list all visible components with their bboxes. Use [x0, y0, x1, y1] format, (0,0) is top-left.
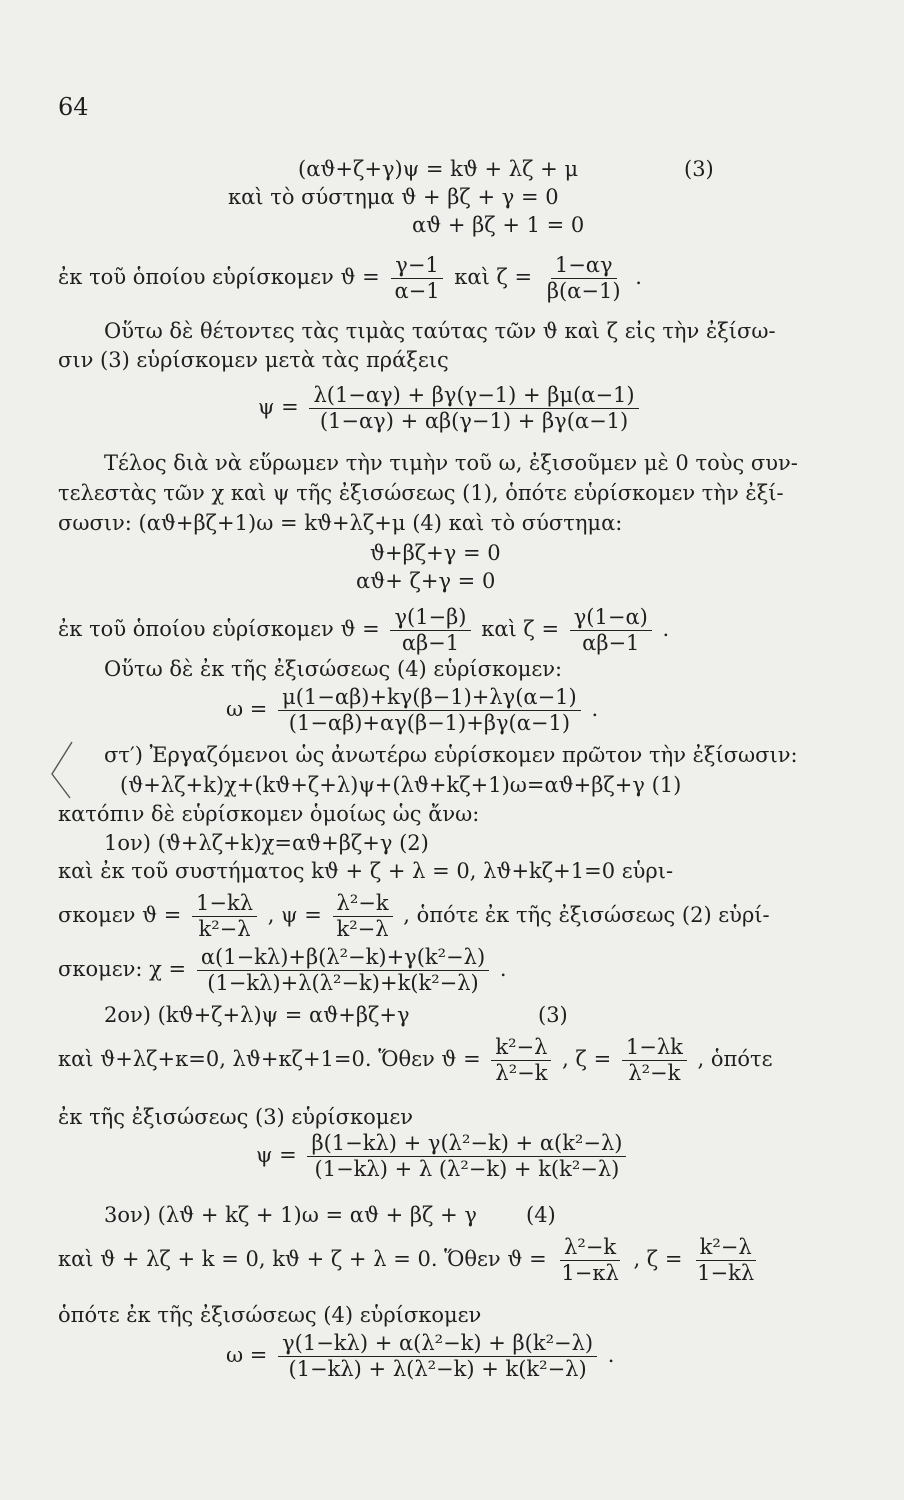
fraction [309, 384, 638, 433]
fraction [557, 1236, 622, 1285]
text-fragment: . [607, 1343, 615, 1367]
pencil-mark-icon [48, 740, 78, 800]
equation-tag: (3) [538, 1003, 568, 1027]
denominator: λ²−k [628, 1061, 681, 1085]
numerator: λ(1−αγ) + βγ(γ−1) + βμ(α−1) [309, 384, 638, 409]
paragraph-line: ὁπότε ἐκ τῆς ἐξισώσεως (4) εὑρίσκομεν [58, 1303, 482, 1327]
equation-line: αϑ+ ζ+γ = 0 [356, 569, 496, 593]
denominator: 1−κλ [561, 1261, 619, 1285]
paragraph-line: ἐκ τῆς ἐξισώσεως (3) εὑρίσκομεν [58, 1105, 414, 1129]
text-fragment: , ὁπότε [697, 1047, 773, 1071]
formula-line [58, 254, 642, 303]
numerator: μ(1−αβ)+kγ(β−1)+λγ(α−1) [278, 686, 581, 711]
fraction [197, 946, 489, 995]
numerator: γ(1−α) [570, 606, 652, 631]
fraction [192, 892, 257, 941]
formula-line [58, 606, 669, 655]
formula-line [58, 946, 507, 995]
paragraph-line: σωσιν: (αϑ+βζ+1)ω = kϑ+λζ+μ (4) καὶ τὸ σύστημα: [58, 511, 623, 535]
case-line: 2ον) (kϑ+ζ+λ)ψ = αϑ+βζ+γ [104, 1003, 410, 1027]
text-fragment: καὶ ϑ+λζ+κ=0, λϑ+κζ+1=0. Ὅθεν ϑ = [58, 1047, 481, 1071]
numerator: λ²−k [333, 892, 393, 917]
text-fragment: ω = [226, 1343, 268, 1367]
denominator: λ²−k [495, 1061, 548, 1085]
text-fragment: . [591, 697, 599, 721]
formula-line [58, 1236, 762, 1285]
numerator: k²−λ [491, 1036, 551, 1061]
fraction [693, 1236, 758, 1285]
text-fragment: ψ = [256, 1143, 297, 1167]
text-fragment: καὶ ζ = [481, 617, 560, 641]
numerator: γ(1−β) [390, 606, 470, 631]
denominator: αβ−1 [582, 631, 640, 655]
paragraph-line: Οὕτω δὲ ἐκ τῆς ἐξισώσεως (4) εὑρίσκομεν: [104, 657, 563, 681]
equation-tag: (3) [684, 157, 714, 181]
formula-line [58, 892, 770, 941]
denominator: β(α−1) [546, 279, 621, 303]
numerator: α(1−kλ)+β(λ²−k)+γ(k²−λ) [197, 946, 489, 971]
denominator: k²−λ [336, 917, 389, 941]
denominator: α−1 [394, 279, 440, 303]
paragraph-line: τελεστὰς τῶν χ καὶ ψ τῆς ἐξισώσεως (1), ὁπότε εὑρίσκομεν τὴν ἐξί- [58, 481, 784, 505]
numerator: γ−1 [391, 254, 443, 279]
case-line: 1ον) (ϑ+λζ+k)χ=αϑ+βζ+γ (2) [104, 831, 429, 855]
formula-line [256, 1132, 630, 1181]
text-fragment: καὶ ϑ + λζ + k = 0, kϑ + ζ + λ = 0. Ὅθεν ϑ = [58, 1247, 547, 1271]
formula-line [226, 1332, 614, 1381]
text-fragment: . [662, 617, 670, 641]
denominator: (1−kλ)+λ(λ²−k)+k(k²−λ) [207, 971, 479, 995]
text-fragment: , ζ = [562, 1047, 612, 1071]
case-line: 3ον) (λϑ + kζ + 1)ω = αϑ + βζ + γ [104, 1203, 477, 1227]
fraction [543, 254, 625, 303]
fraction [390, 606, 470, 655]
denominator: (1−αγ) + αβ(γ−1) + βγ(α−1) [319, 409, 629, 433]
paragraph-line: καὶ ἐκ τοῦ συστήματος kϑ + ζ + λ = 0, λϑ+kζ+1=0 εὑρι- [58, 859, 674, 883]
text-fragment: σκομεν: χ = [58, 957, 187, 981]
fraction [307, 1132, 626, 1181]
text-fragment: , ὁπότε ἐκ τῆς ἐξισώσεως (2) εὑρί- [403, 903, 770, 927]
denominator: (1−αβ)+αγ(β−1)+βγ(α−1) [288, 711, 571, 735]
numerator: γ(1−kλ) + α(λ²−k) + β(k²−λ) [278, 1332, 597, 1357]
equation-tag: (4) [526, 1203, 556, 1227]
text-fragment: , ζ = [633, 1247, 683, 1271]
equation-line: (αϑ+ζ+γ)ψ = kϑ + λζ + μ [298, 157, 579, 181]
fraction [622, 1036, 687, 1085]
text-fragment: , ψ = [267, 903, 322, 927]
equation-line: αϑ + βζ + 1 = 0 [412, 213, 585, 237]
denominator: 1−kλ [697, 1261, 755, 1285]
denominator: (1−kλ) + λ(λ²−k) + k(k²−λ) [288, 1357, 587, 1381]
page-number: 64 [58, 93, 89, 121]
text-fragment: ἐκ τοῦ ὁποίου εὑρίσκομεν ϑ = [58, 617, 380, 641]
fraction [333, 892, 393, 941]
formula-line [258, 384, 643, 433]
fraction [278, 1332, 597, 1381]
fraction [570, 606, 652, 655]
formula-line [226, 686, 598, 735]
text-fragment: . [635, 265, 642, 289]
numerator: 1−λk [622, 1036, 687, 1061]
paragraph-line: Τέλος διὰ νὰ εὕρωμεν τὴν τιμὴν τοῦ ω, ἐξισοῦμεν μὲ 0 τοὺς συν- [104, 451, 798, 475]
text-fragment: σκομεν ϑ = [58, 903, 182, 927]
equation-line: (ϑ+λζ+k)χ+(kϑ+ζ+λ)ψ+(λϑ+kζ+1)ω=αϑ+βζ+γ (1) [120, 773, 682, 797]
text-fragment: ψ = [258, 395, 299, 419]
denominator: k²−λ [198, 917, 251, 941]
fraction [491, 1036, 551, 1085]
text-line: καὶ τὸ σύστημα ϑ + βζ + γ = 0 [228, 185, 559, 209]
text-fragment: καὶ ζ = [454, 265, 533, 289]
text-fragment: . [499, 957, 507, 981]
text-fragment: ω = [226, 697, 268, 721]
numerator: β(1−kλ) + γ(λ²−k) + α(k²−λ) [307, 1132, 626, 1157]
equation-line: ϑ+βζ+γ = 0 [370, 541, 501, 565]
paragraph-line: σιν (3) εὑρίσκομεν μετὰ τὰς πράξεις [58, 348, 449, 372]
denominator: (1−kλ) + λ (λ²−k) + k(k²−λ) [314, 1157, 620, 1181]
fraction [390, 254, 443, 303]
paragraph-line: κατόπιν δὲ εὑρίσκομεν ὁμοίως ὡς ἄνω: [58, 802, 480, 826]
fraction [278, 686, 581, 735]
paragraph-line: στ′) Ἐργαζόμενοι ὡς ἀνωτέρω εὑρίσκομεν πρῶτον τὴν ἐξίσωσιν: [104, 743, 798, 767]
numerator: k²−λ [696, 1236, 756, 1261]
numerator: 1−αγ [551, 254, 617, 279]
formula-line [58, 1036, 772, 1085]
text-fragment: ἐκ τοῦ ὁποίου εὑρίσκομεν ϑ = [58, 265, 380, 289]
numerator: 1−kλ [192, 892, 257, 917]
numerator: λ²−k [560, 1236, 620, 1261]
denominator: αβ−1 [401, 631, 460, 655]
paragraph-line: Οὕτω δὲ θέτοντες τὰς τιμὰς ταύτας τῶν ϑ καὶ ζ εἰς τὴν ἐξίσω- [104, 319, 776, 343]
